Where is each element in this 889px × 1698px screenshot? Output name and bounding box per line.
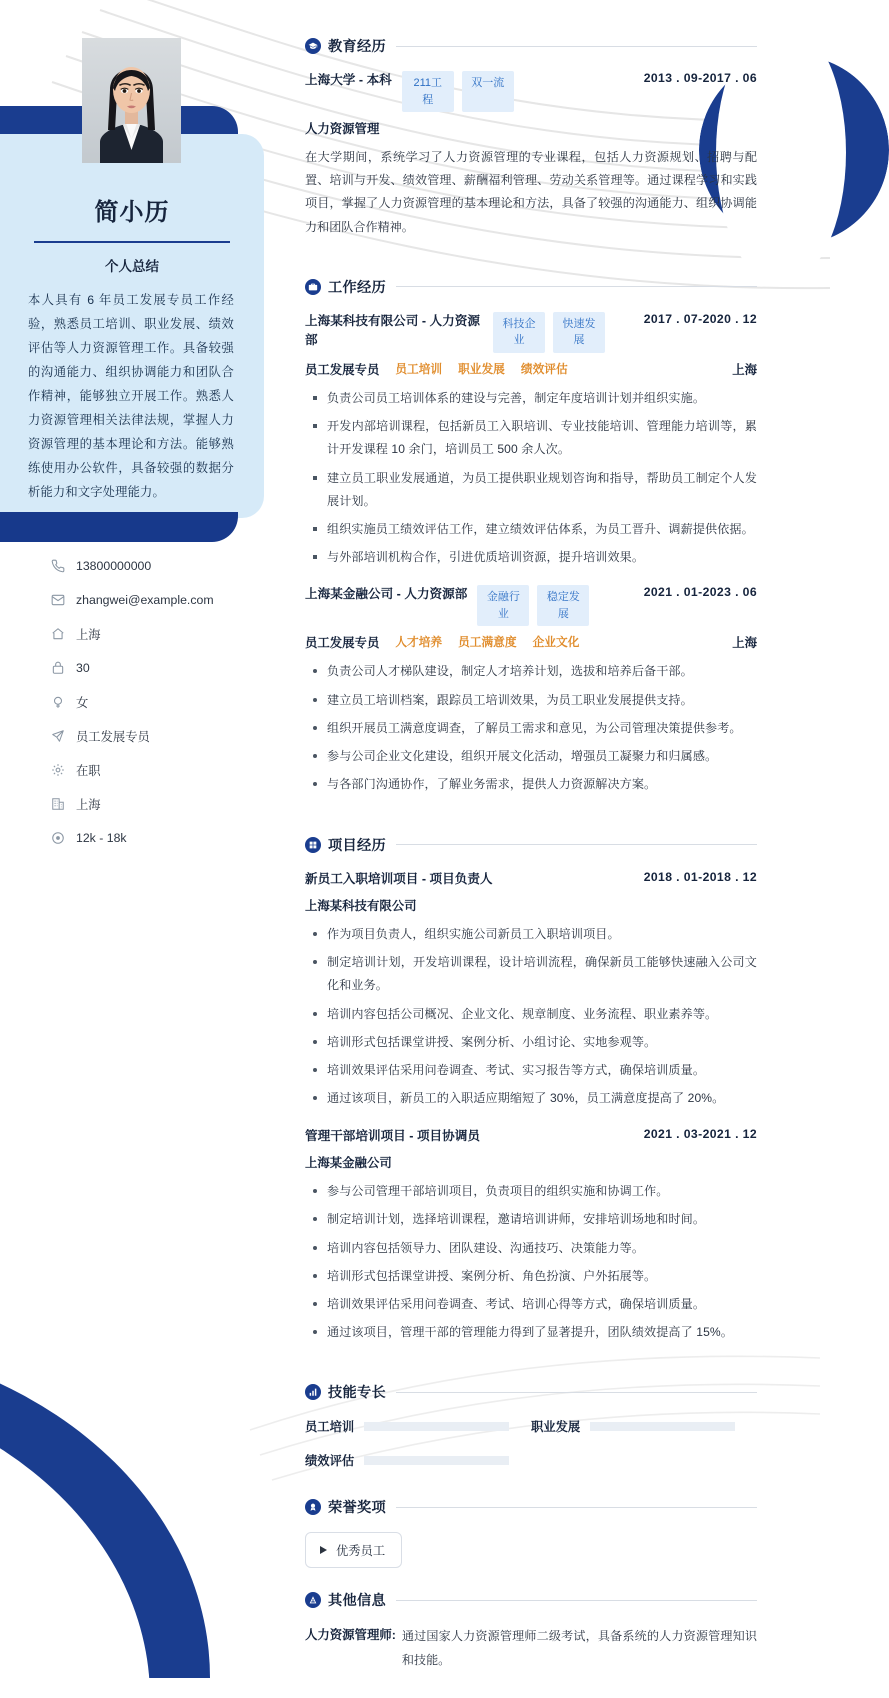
section-title: 项目经历 — [328, 837, 386, 854]
work-entry — [305, 585, 757, 796]
skill-label: 绩效评估 — [305, 1454, 355, 1469]
work-bullets — [309, 387, 757, 570]
skill-bar — [590, 1422, 735, 1431]
bullet: 制定培训计划，选择培训课程，邀请培训讲师，安排培训场地和时间。 — [309, 1208, 757, 1231]
project-icon — [305, 837, 321, 853]
section-header — [305, 1382, 757, 1402]
contact-city — [48, 790, 264, 818]
honor-list — [305, 1532, 757, 1568]
bullet: 培训形式包括课堂讲授、案例分析、角色扮演、户外拓展等。 — [309, 1265, 757, 1288]
age-icon — [48, 660, 67, 676]
other-icon — [305, 1592, 321, 1608]
name-divider — [34, 241, 230, 243]
role-tag: 职业发展 — [458, 362, 505, 376]
role-tag: 员工培训 — [395, 362, 443, 376]
bullet: 培训效果评估采用问卷调查、考试、培训心得等方式，确保培训质量。 — [309, 1293, 757, 1316]
bullet: 建立员工职业发展通道，为员工提供职业规划咨询和指导，帮助员工制定个人发展计划。 — [309, 467, 757, 513]
tag: 快速发展 — [553, 312, 605, 353]
section-title: 荣誉奖项 — [328, 1500, 386, 1517]
section-rule — [396, 1507, 757, 1508]
work-bullets — [309, 660, 757, 796]
bullet: 培训形式包括课堂讲授、案例分析、小组讨论、实地参观等。 — [309, 1031, 757, 1054]
section-rule — [396, 1392, 757, 1393]
skill-bar — [364, 1456, 509, 1465]
company-name: 上海某金融公司 - 人力资源部 — [305, 587, 468, 602]
bullet: 制定培训计划，开发培训课程，设计培训流程，确保新员工能够快速融入公司文化和业务。 — [309, 951, 757, 997]
role-tag: 企业文化 — [532, 636, 580, 650]
phone-icon — [48, 558, 67, 574]
contact-value: 员工发展专员 — [76, 730, 150, 744]
section-other — [305, 1590, 757, 1671]
section-rule — [396, 1600, 757, 1601]
entry-top-row — [305, 312, 757, 353]
candidate-name: 简小历 — [94, 199, 170, 226]
section-header — [305, 36, 757, 56]
entry-top-row — [305, 1127, 757, 1147]
city-icon — [48, 796, 67, 812]
bullet: 组织实施员工绩效评估工作，建立绩效评估体系，为员工晋升、调薪提供依据。 — [309, 518, 757, 541]
work-entry — [305, 312, 757, 570]
skills-icon — [305, 1384, 321, 1400]
company-tags — [477, 585, 589, 626]
company-name: 上海某科技有限公司 - 人力资源部 — [305, 313, 480, 348]
bullet: 培训内容包括公司概况、企业文化、规章制度、业务流程、职业素养等。 — [309, 1003, 757, 1026]
work-icon — [305, 279, 321, 295]
summary-text: 本人具有 6 年员工发展专员工作经验，熟悉员工培训、职业发展、绩效评估等人力资源管理工作。具备较强的沟通能力、组织协调能力和团队合作精神，能够独立开展工作。熟悉人力资源管理相关法律法规，掌握人力资源管理的基本理论和方法。能够熟练使用办公软件，具备较强的数据分析能力和文字处理能力。 — [28, 293, 234, 499]
bullet: 与外部培训机构合作，引进优质培训资源，提升培训效果。 — [309, 546, 757, 569]
role-row — [305, 360, 757, 378]
bullet: 通过该项目，新员工的入职适应期缩短了 30%，员工满意度提高了 20%。 — [309, 1087, 757, 1110]
skill-item — [531, 1417, 757, 1435]
bullet: 负责公司员工培训体系的建设与完善，制定年度培训计划并组织实施。 — [309, 387, 757, 410]
section-title: 工作经历 — [328, 279, 386, 296]
bullet: 与各部门沟通协作，了解业务需求，提供人力资源解决方案。 — [309, 773, 757, 796]
contact-email — [48, 586, 264, 614]
project-date: 2018 . 01-2018 . 12 — [643, 869, 757, 884]
gender-icon — [48, 694, 67, 710]
education-major: 人力资源管理 — [305, 122, 380, 136]
contact-value: 30 — [76, 661, 90, 675]
tag: 科技企业 — [493, 312, 545, 353]
section-rule — [396, 286, 757, 287]
entry-top-row — [305, 870, 757, 890]
section-title: 其他信息 — [328, 1593, 386, 1610]
role-tags — [395, 361, 567, 377]
contact-home — [48, 620, 264, 648]
section-education — [305, 36, 757, 239]
skill-grid — [305, 1417, 757, 1485]
entry-top-row — [305, 585, 757, 626]
section-projects — [305, 835, 757, 1345]
contact-value: 上海 — [76, 628, 101, 642]
skill-item — [305, 1417, 531, 1435]
mail-icon — [48, 592, 67, 608]
role-row — [305, 633, 757, 651]
work-date: 2021 . 01-2023 . 06 — [643, 585, 757, 600]
contact-value: 13800000000 — [76, 559, 152, 573]
section-rule — [396, 844, 757, 845]
section-header — [305, 1497, 757, 1517]
bullet: 负责公司人才梯队建设，制定人才培养计划，选拔和培养后备干部。 — [309, 660, 757, 683]
section-work — [305, 277, 757, 797]
bullet: 作为项目负责人，组织实施公司新员工入职培训项目。 — [309, 923, 757, 946]
work-location: 上海 — [732, 636, 757, 651]
bullet: 组织开展员工满意度调查，了解员工需求和意见，为公司管理决策提供参考。 — [309, 717, 757, 740]
entry-top-row — [305, 71, 757, 112]
tag: 稳定发展 — [537, 585, 589, 626]
contact-salary — [48, 824, 264, 852]
project-name: 新员工入职培训项目 - 项目负责人 — [305, 871, 493, 886]
other-label: 人力资源管理师: — [305, 1628, 396, 1643]
company-tags — [493, 312, 605, 353]
honor-label: 优秀员工 — [336, 1544, 386, 1559]
contact-gender — [48, 688, 264, 716]
honor-chip[interactable] — [305, 1532, 402, 1568]
contact-value: zhangwei@example.com — [76, 593, 214, 607]
skill-item — [305, 1451, 531, 1469]
work-date: 2017 . 07-2020 . 12 — [643, 311, 757, 326]
project-company: 上海某金融公司 — [305, 1156, 392, 1171]
skill-label: 员工培训 — [305, 1420, 355, 1435]
salary-icon — [48, 830, 67, 846]
role-tag: 绩效评估 — [520, 362, 568, 376]
school-name: 上海大学 - 本科 — [305, 73, 392, 87]
section-skills — [305, 1382, 757, 1485]
section-title: 技能专长 — [328, 1385, 386, 1402]
status-icon — [48, 762, 67, 778]
role-title: 员工发展专员 — [305, 362, 380, 377]
bullet: 参与公司管理干部培训项目，负责项目的组织实施和协调工作。 — [309, 1180, 757, 1203]
project-company: 上海某科技有限公司 — [305, 899, 417, 914]
tag: 双一流 — [462, 71, 514, 112]
project-entry — [305, 1127, 757, 1345]
bullet: 通过该项目，管理干部的管理能力得到了显著提升，团队绩效提高了 15%。 — [309, 1321, 757, 1344]
bullet: 开发内部培训课程，包括新员工入职培训、专业技能培训、管理能力培训等，累计开发课程 10 余门，培训员工 500 余人次。 — [309, 415, 757, 461]
honor-icon — [305, 1499, 321, 1515]
home-icon — [48, 626, 67, 642]
sidebar — [0, 0, 290, 1508]
project-date: 2021 . 03-2021 . 12 — [643, 1126, 757, 1141]
play-triangle-icon — [320, 1546, 327, 1554]
contact-value: 在职 — [76, 764, 101, 778]
section-header — [305, 1590, 757, 1610]
skill-label: 职业发展 — [531, 1420, 581, 1435]
main-column — [305, 0, 757, 1672]
contact-status — [48, 756, 264, 784]
other-text: 通过国家人力资源管理师二级考试，具备系统的人力资源管理知识和技能。 — [401, 1629, 757, 1667]
education-entry — [305, 71, 757, 239]
project-entry — [305, 870, 757, 1111]
contact-value: 女 — [76, 696, 89, 710]
education-icon — [305, 38, 321, 54]
bullet: 培训内容包括领导力、团队建设、沟通技巧、决策能力等。 — [309, 1237, 757, 1260]
sidebar-accent-bar-bottom — [0, 512, 238, 542]
section-title: 教育经历 — [328, 39, 386, 55]
contact-job — [48, 722, 264, 750]
summary-title: 个人总结 — [105, 259, 159, 274]
project-name: 管理干部培训项目 - 项目协调员 — [305, 1128, 480, 1143]
job-icon — [48, 728, 67, 744]
tag: 211工程 — [402, 71, 454, 112]
contact-value: 上海 — [76, 798, 101, 812]
contact-phone — [48, 552, 264, 580]
role-tag: 员工满意度 — [458, 636, 517, 650]
work-location: 上海 — [732, 362, 757, 377]
contact-value: 12k - 18k — [76, 831, 127, 845]
bullet: 建立员工培训档案，跟踪员工培训效果，为员工职业发展提供支持。 — [309, 689, 757, 712]
section-rule — [396, 46, 757, 47]
education-date: 2013 . 09-2017 . 06 — [643, 71, 757, 85]
bullet: 参与公司企业文化建设，组织开展文化活动，增强员工凝聚力和归属感。 — [309, 745, 757, 768]
other-item — [305, 1625, 757, 1671]
section-header — [305, 277, 757, 297]
tag: 金融行业 — [477, 585, 529, 626]
skill-bar — [364, 1422, 509, 1431]
role-tag: 人才培养 — [395, 636, 443, 650]
role-tags — [395, 634, 579, 650]
education-description: 在大学期间，系统学习了人力资源管理的专业课程，包括人力资源规划、招聘与配置、培训与开发、绩效管理、薪酬福利管理、劳动关系管理等。通过课程学习和实践项目，掌握了人力资源管理的基本理论和方法，具备了较强的沟通能力、组织协调能力和团队合作精神。 — [305, 150, 757, 234]
contact-age — [48, 654, 264, 682]
section-header — [305, 835, 757, 855]
section-honors — [305, 1497, 757, 1568]
project-bullets — [309, 923, 757, 1111]
education-tags — [402, 71, 514, 112]
role-title: 员工发展专员 — [305, 636, 380, 651]
project-bullets — [309, 1180, 757, 1344]
bullet: 培训效果评估采用问卷调查、考试、实习报告等方式，确保培训质量。 — [309, 1059, 757, 1082]
contact-list — [0, 552, 264, 858]
